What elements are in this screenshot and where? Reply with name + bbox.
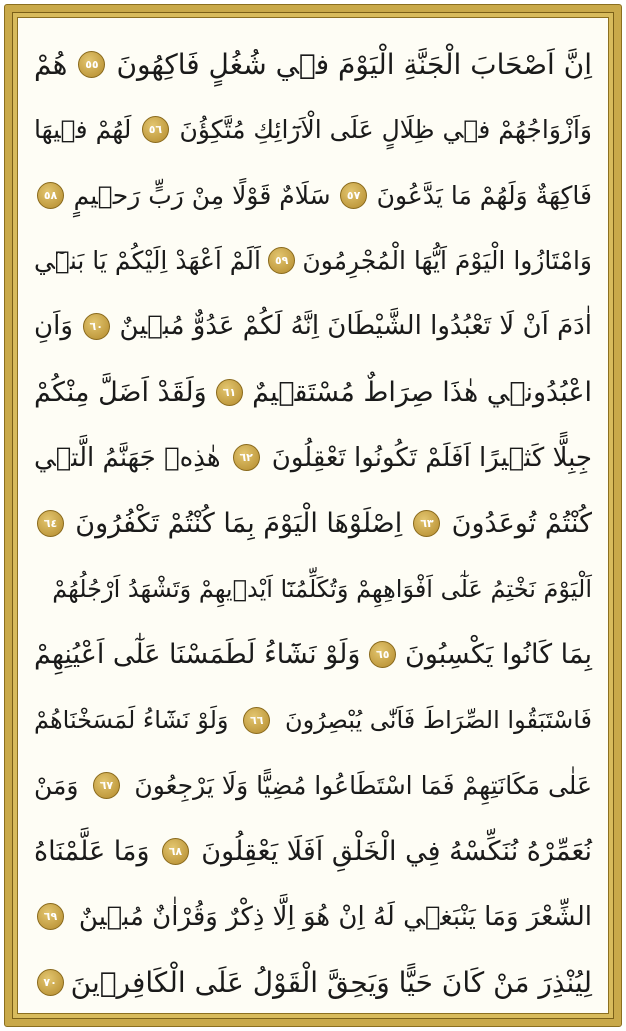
verse-line bbox=[32, 98, 594, 162]
ayah-number-marker: ٦٥ bbox=[369, 641, 396, 668]
verse-text: اِنَّ اَصْحَابَ الْجَنَّةِ الْيَوْمَ فٖي شُغُلٍ فَاكِهُونَ bbox=[116, 47, 592, 81]
verse-text: نُعَمِّرْهُ نُنَكِّسْهُ فِي الْخَلْقِ اَفَلَا يَعْقِلُونَ bbox=[201, 835, 592, 867]
verse-text: اَلَمْ اَعْهَدْ اِلَيْكُمْ يَا بَنٖٓي bbox=[34, 246, 261, 276]
ayah-number-marker: ٦٠ bbox=[83, 313, 110, 340]
ayah-number-marker: ٥٨ bbox=[37, 182, 64, 209]
ayah-number-marker: ٦٦ bbox=[243, 707, 270, 734]
verse-text: الشِّعْرَ وَمَا يَنْبَغٖي لَهُ اِنْ هُوَ اِلَّا ذِكْرٌ وَقُرْاٰنٌ مُبٖينٌ bbox=[78, 901, 592, 932]
ayah-number-marker: ٥٧ bbox=[340, 182, 367, 209]
verse-line bbox=[32, 622, 594, 686]
verse-text: لَهُمْ فٖيهَا bbox=[34, 115, 132, 145]
ayah-number-marker: ٦٢ bbox=[233, 444, 260, 471]
verse-text: جِبِلًّا كَثٖيرًا اَفَلَمْ تَكُونُوا تَعْقِلُونَ bbox=[271, 442, 592, 473]
ayah-number-marker: ٦٧ bbox=[93, 772, 120, 799]
verse-line bbox=[32, 32, 594, 96]
verse-line bbox=[32, 688, 594, 752]
verse-text: اِصْلَوْهَا الْيَوْمَ بِمَا كُنْتُمْ تَكْفُرُونَ bbox=[75, 507, 403, 539]
ayah-number-marker: ٦١ bbox=[216, 379, 243, 406]
ayah-number-marker: ٦٤ bbox=[37, 510, 64, 537]
verse-lines bbox=[32, 32, 594, 1003]
verse-text: وَلَقَدْ اَضَلَّ مِنْكُمْ bbox=[34, 376, 207, 408]
verse-line bbox=[32, 229, 594, 293]
page-frame bbox=[4, 4, 622, 1027]
verse-text: لِيُنْذِرَ مَنْ كَانَ حَيًّا وَيَحِقَّ الْقَوْلُ عَلَى الْكَافِرٖينَ bbox=[70, 965, 592, 999]
verse-text: اٰدَمَ اَنْ لَا تَعْبُدُوا الشَّيْطَانَ اِنَّهُ لَكُمْ عَدُوٌّ مُبٖينٌ bbox=[119, 311, 592, 342]
ayah-number-marker: ٥٥ bbox=[78, 51, 105, 78]
page-frame-inner bbox=[12, 12, 614, 1019]
ayah-number-marker: ٦٣ bbox=[413, 510, 440, 537]
verse-text: وَلَوْ نَشَٓاءُ لَمَسَخْنَاهُمْ bbox=[34, 706, 229, 734]
verse-text: اعْبُدُونٖي هٰذَا صِرَاطٌ مُسْتَقٖيمٌ bbox=[252, 376, 592, 408]
ayah-number-marker: ٥٩ bbox=[268, 247, 295, 274]
verse-text: فَاسْتَبَقُوا الصِّرَاطَ فَاَنّٰى يُبْصِرُونَ bbox=[284, 706, 592, 734]
verse-line bbox=[32, 491, 594, 555]
verse-text: عَلٰى مَكَانَتِهِمْ فَمَا اسْتَطَاعُوا مُضِيًّا وَلَا يَرْجِعُونَ bbox=[134, 771, 592, 801]
verse-line bbox=[32, 294, 594, 358]
verse-text: وَمَنْ bbox=[34, 771, 79, 801]
verse-text: سَلَامٌ قَوْلًا مِنْ رَبٍّ رَحٖيمٍ bbox=[73, 180, 331, 210]
verse-text: وَاَزْوَاجُهُمْ فٖي ظِلَالٍ عَلَى الْاَرَٓائِكِ مُتَّكِؤُنَ bbox=[179, 115, 592, 145]
verse-line bbox=[32, 819, 594, 883]
verse-text: بِمَا كَانُوا يَكْسِبُونَ bbox=[405, 638, 592, 670]
verse-text: وَاَنِ bbox=[34, 311, 73, 342]
verse-line bbox=[32, 360, 594, 424]
verse-line bbox=[32, 950, 594, 1014]
ayah-number-marker: ٧٠ bbox=[37, 969, 64, 996]
verse-text: فَاكِهَةٌ وَلَهُمْ مَا يَدَّعُونَ bbox=[376, 180, 592, 210]
verse-line bbox=[32, 426, 594, 490]
verse-line bbox=[32, 557, 594, 621]
verse-text: كُنْتُمْ تُوعَدُونَ bbox=[451, 507, 592, 539]
verse-text: اَلْيَوْمَ نَخْتِمُ عَلٰٓى اَفْوَاهِهِمْ وَتُكَلِّمُنَٓا اَيْدٖيهِمْ وَتَشْهَدُ اَرْجُلُهُمْ bbox=[52, 574, 592, 603]
ayah-number-marker: ٦٨ bbox=[162, 838, 189, 865]
verse-text: هُمْ bbox=[34, 47, 68, 81]
verse-line bbox=[32, 885, 594, 949]
verse-text: هٰذِهٖ جَهَنَّمُ الَّتٖي bbox=[34, 442, 221, 473]
verse-text: وَلَوْ نَشَٓاءُ لَطَمَسْنَا عَلٰٓى اَعْيُنِهِمْ bbox=[34, 638, 361, 670]
verse-text: وَمَا عَلَّمْنَاهُ bbox=[34, 835, 150, 867]
ayah-number-marker: ٥٦ bbox=[142, 116, 169, 143]
verse-text: وَامْتَازُوا الْيَوْمَ اَيُّهَا الْمُجْرِمُونَ bbox=[302, 246, 592, 276]
quran-page bbox=[17, 17, 609, 1014]
verse-line bbox=[32, 754, 594, 818]
verse-line bbox=[32, 163, 594, 227]
ayah-number-marker: ٦٩ bbox=[37, 903, 64, 930]
